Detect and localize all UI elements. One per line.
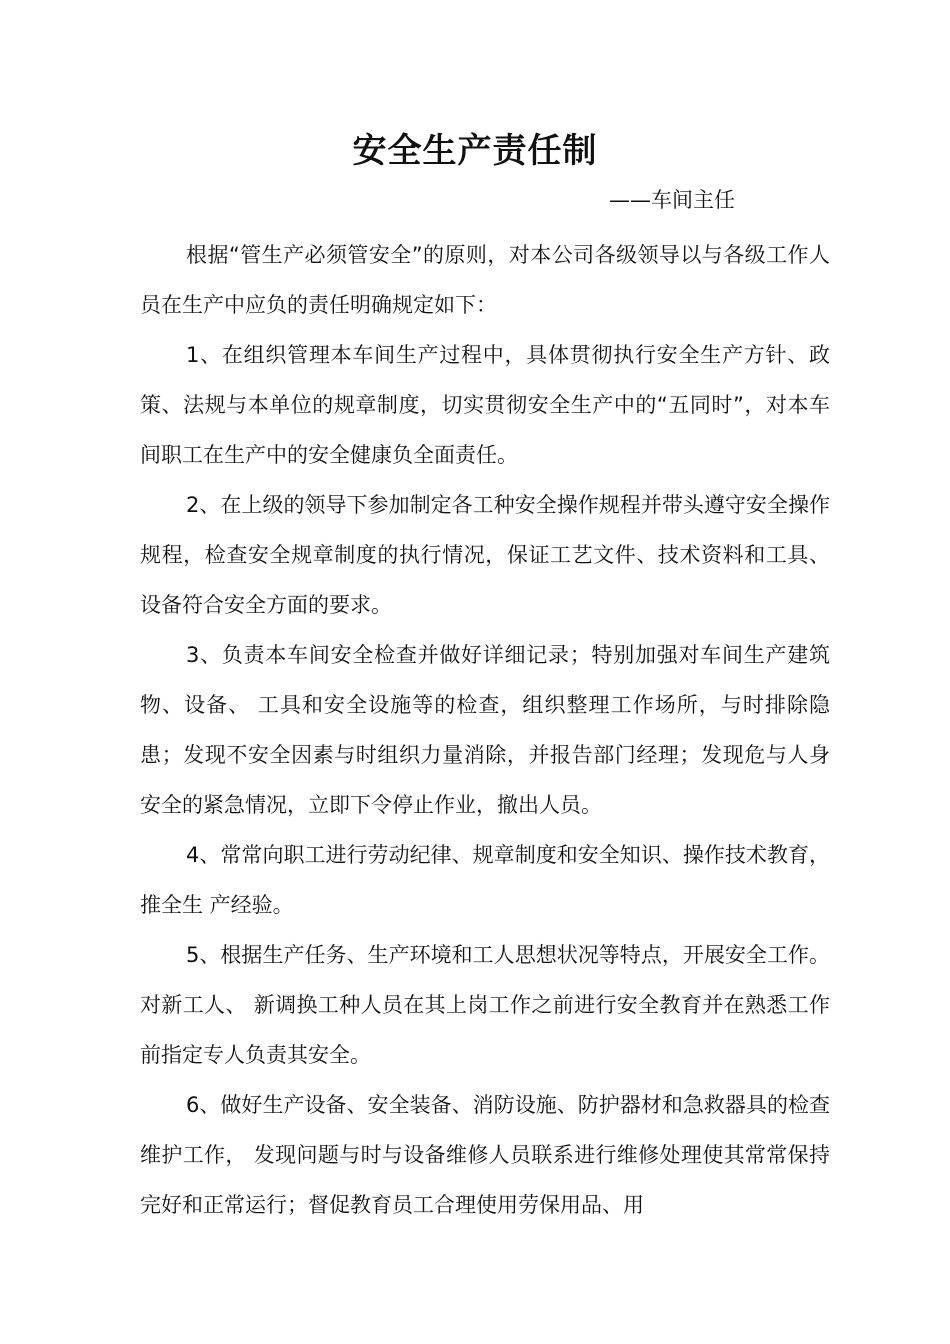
clause-5-paragraph: 5、根据生产任务、生产环境和工人思想状况等特点，开展安全工作。对新工人、 新调换工种人员在其上岗工作之前进行安全教育并在熟悉工作前指定专人负责其安全。 [140,943,830,1067]
clause-4-paragraph: 4、常常向职工进行劳动纪律、规章制度和安全知识、操作技术教育，推全生 产经验。 [140,843,830,917]
document-body [140,230,830,1230]
clause-6-paragraph: 6、做好生产设备、安全装备、消防设施、防护器材和急救器具的检查维护工作， 发现问题与时与设备维修人员联系进行维修处理使其常常保持完好和正常运行；督促教育员工合理使用劳保用品、用 [140,1093,830,1217]
document-subtitle: ——车间主任 [609,188,735,212]
intro-paragraph: 根据“管生产必须管安全”的原则，对本公司各级领导以与各级工作人员在生产中应负的责任明确规定如下： [140,243,830,317]
clause-2-paragraph: 2、在上级的领导下参加制定各工种安全操作规程并带头遵守安全操作规程，检查安全规章制度的执行情况，保证工艺文件、技术资料和工具、设备符合安全方面的要求。 [140,493,830,617]
clause-3-paragraph: 3、负责本车间安全检查并做好详细记录；特别加强对车间生产建筑物、设备、 工具和安全设施等的检查，组织整理工作场所，与时排除隐患；发现不安全因素与时组织力量消除，并报告部门经理；发现危与人身安全的紧急情况，立即下令停止作业，撤出人员。 [140,643,830,817]
clause-1-paragraph: 1、在组织管理本车间生产过程中，具体贯彻执行安全生产方针、政策、法规与本单位的规章制度，切实贯彻安全生产中的“五同时”，对本车间职工在生产中的安全健康负全面责任。 [140,343,830,467]
document-title: 安全生产责任制 [352,131,598,171]
